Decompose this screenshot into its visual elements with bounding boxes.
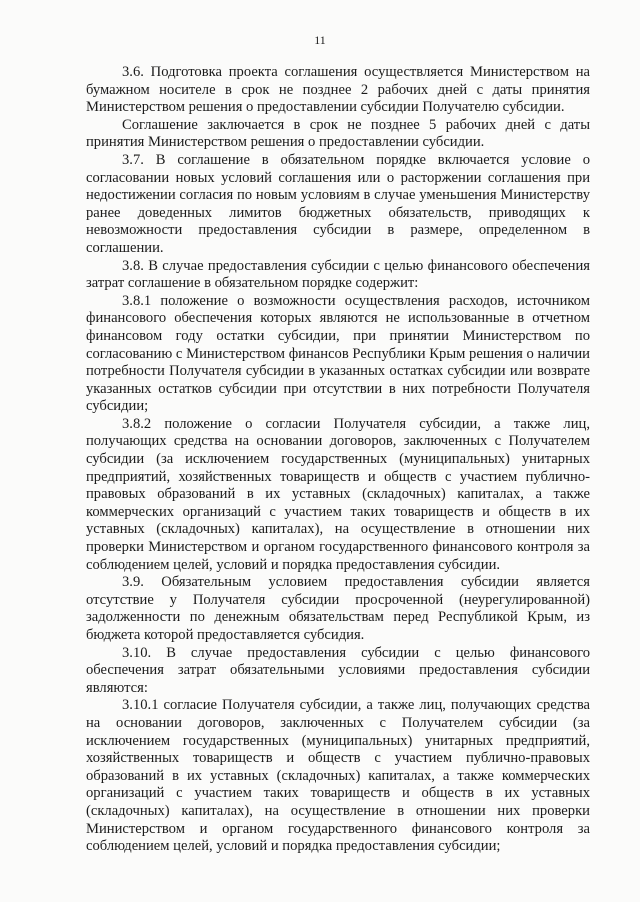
paragraph-3-6: 3.6. Подготовка проекта соглашения осуществляется Министерством на бумажном носителе в срок не позднее 2 рабочих дней с даты принятия Министерством решения о предоставлении субсидии Получателю субсидии. [86, 64, 590, 116]
paragraph-3-9: 3.9. Обязательным условием предоставления субсидии является отсутствие у Получателя субсидии просроченной (неурегулированной) задолженности по денежным обязательствам перед Республикой Крым, из бюджета которой предоставляется субсидия. [86, 574, 590, 643]
paragraph-3-8: 3.8. В случае предоставления субсидии с целью финансового обеспечения затрат соглашение в обязательном порядке содержит: [86, 257, 590, 292]
paragraph-3-8-1: 3.8.1 положение о возможности осуществления расходов, источником финансового обеспечения которых являются не использованные в отчетном финансовом году остатки субсидии, при принятии Министерством по согласованию с Министерством финансов Республики Крым решения о наличии потребности Получателя субсидии в указанных остатках субсидии или возврате указанных остатков субсидии при отсутствии в них потребности Получателя субсидии; [86, 292, 590, 415]
page-number: 11 [314, 33, 326, 47]
paragraph-3-8-2: 3.8.2 положение о согласии Получателя субсидии, а также лиц, получающих средства на основании договоров, заключенных с Получателем субсидии (за исключением государственных (муниципальных) унитарных предприятий, хозяйственных товариществ и обществ с участием публично-правовых образований в их уставных (складочных) капиталах, а также коммерческих организаций с участием таких товариществ и обществ в их уставных (складочных) капиталах), на осуществление в отношении них проверки Министерством и органом государственного финансового контроля за соблюдением целей, условий и порядка предоставления субсидии. [86, 415, 590, 573]
paragraph-3-10: 3.10. В случае предоставления субсидии с целью финансового обеспечения затрат обязательными условиями предоставления субсидии являются: [86, 644, 590, 696]
paragraph-3-7: 3.7. В соглашение в обязательном порядке включается условие о согласовании новых условий соглашения или о расторжении соглашения при недостижении согласия по новым условиям в случае уменьшения Министерству ранее доведенных лимитов бюджетных обязательств, приводящих к невозможности предоставления субсидии в размере, определенном в соглашении. [86, 151, 590, 256]
paragraph-3-10-1: 3.10.1 согласие Получателя субсидии, а также лиц, получающих средства на основании договоров, заключенных с Получателем субсидии (за исключением государственных (муниципальных) унитарных предприятий, хозяйственных товариществ и обществ с участием публично-правовых образований в их уставных (складочных) капиталах, а также коммерческих организаций с участием таких товариществ и обществ в их уставных (складочных) капиталах), на осуществление в отношении них проверки Министерством и органом государственного финансового контроля за соблюдением целей, условий и порядка предоставления субсидии; [86, 697, 590, 855]
paragraph-agreement-term: Соглашение заключается в срок не позднее 5 рабочих дней с даты принятия Министерством решения о предоставлении субсидии. [86, 116, 590, 151]
document-body [86, 64, 590, 856]
